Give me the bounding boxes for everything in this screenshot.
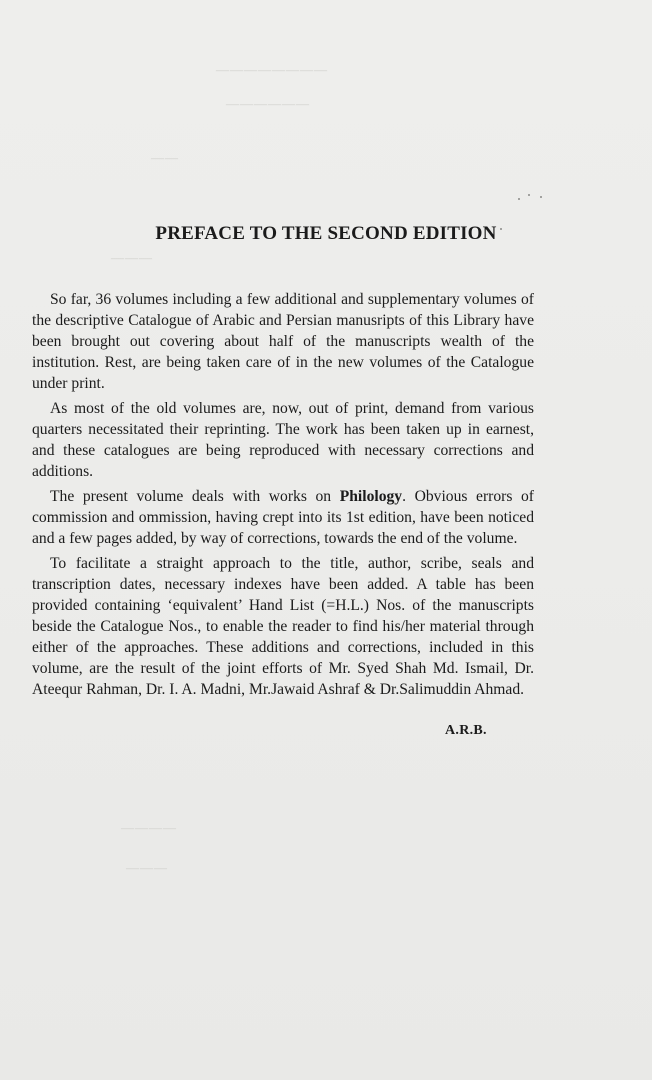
paragraph: So far, 36 volumes including a few additional and supplementary volumes of the descriptive Catalogue of Arabic and Persian manusripts of this Library have been brought out covering about half of the manuscripts wealth of the institution. Rest, are being taken care of in the new volumes of the Catalogue under print. xyxy=(32,291,534,392)
paragraph-text: The present volume deals with works on xyxy=(50,488,340,505)
show-through-line: —— xyxy=(150,150,178,165)
paragraph: As most of the old volumes are, now, out of print, demand from various quarters necessitated their reprinting. The work has been taken up in earnest, and these catalogues are being reproduced with necessary corrections and additions. xyxy=(32,400,534,480)
show-through-line: —————— xyxy=(225,96,309,111)
show-through-line: ———— xyxy=(120,820,176,835)
paragraph-text: . Obvious errors of commission and ommission, having crept into its 1st edition, have been noticed and a few pages added, by way of corrections, towards the end of the volume. xyxy=(32,488,534,547)
paragraph xyxy=(32,486,534,549)
show-through-line: ——— xyxy=(125,860,167,875)
speck xyxy=(528,194,530,196)
show-through-line: ——— xyxy=(110,250,152,265)
subject-emphasis: Philology xyxy=(339,488,403,505)
show-through-line: ———————— xyxy=(215,62,327,77)
speck xyxy=(540,196,542,198)
preface-body xyxy=(32,289,534,704)
speck xyxy=(518,198,520,200)
signature: A.R.B. xyxy=(445,723,487,738)
page-title: PREFACE TO THE SECOND EDITION xyxy=(155,223,497,244)
paragraph: To facilitate a straight approach to the title, author, scribe, seals and transcription dates, necessary indexes have been added. A table has been provided containing ‘equivalent’ Hand List (=H.L.) Nos. of the manuscripts beside the Catalogue Nos., to enable the reader to find his/her material through either of the approaches. These additions and corrections, included in this volume, are the result of the joint efforts of Mr. Syed Shah Md. Ismail, Dr. Ateequr Rahman, Dr. I. A. Madni, Mr.Jawaid Ashraf & Dr.Salimuddin Ahmad. xyxy=(32,555,534,698)
